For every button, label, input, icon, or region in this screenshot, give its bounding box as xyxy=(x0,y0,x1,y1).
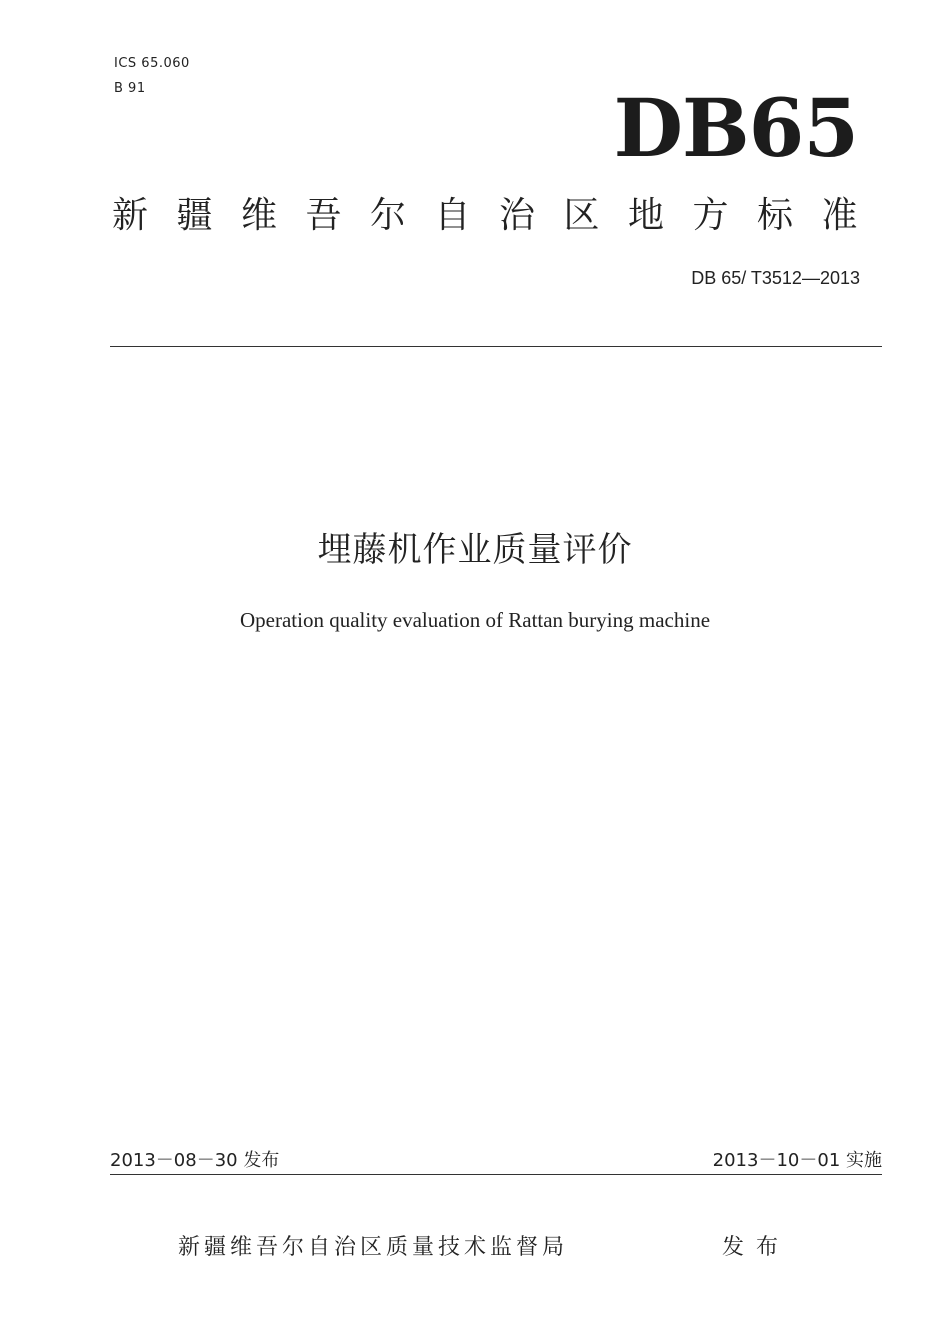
effective-date: 2013－10－01 实施 xyxy=(712,1150,882,1171)
standard-number: DB 65/ T3512—2013 xyxy=(691,268,860,288)
publisher-name: 新疆维吾尔自治区质量技术监督局 xyxy=(178,1235,569,1260)
publish-date: 2013－08－30 发布 xyxy=(110,1150,280,1171)
clc-code: B 91 xyxy=(114,81,146,96)
header-divider xyxy=(110,346,882,347)
document-title-english: Operation quality evaluation of Rattan burying machine xyxy=(239,608,711,632)
footer-divider xyxy=(110,1174,882,1175)
ics-code: ICS 65.060 xyxy=(114,56,190,71)
standard-type-heading: 新疆维吾尔自治区地方标准 xyxy=(112,195,887,236)
document-title-chinese: 埋藤机作业质量评价 xyxy=(317,530,633,570)
publish-label: 发布 xyxy=(722,1235,791,1260)
db65-logo: DB65 xyxy=(613,81,858,175)
